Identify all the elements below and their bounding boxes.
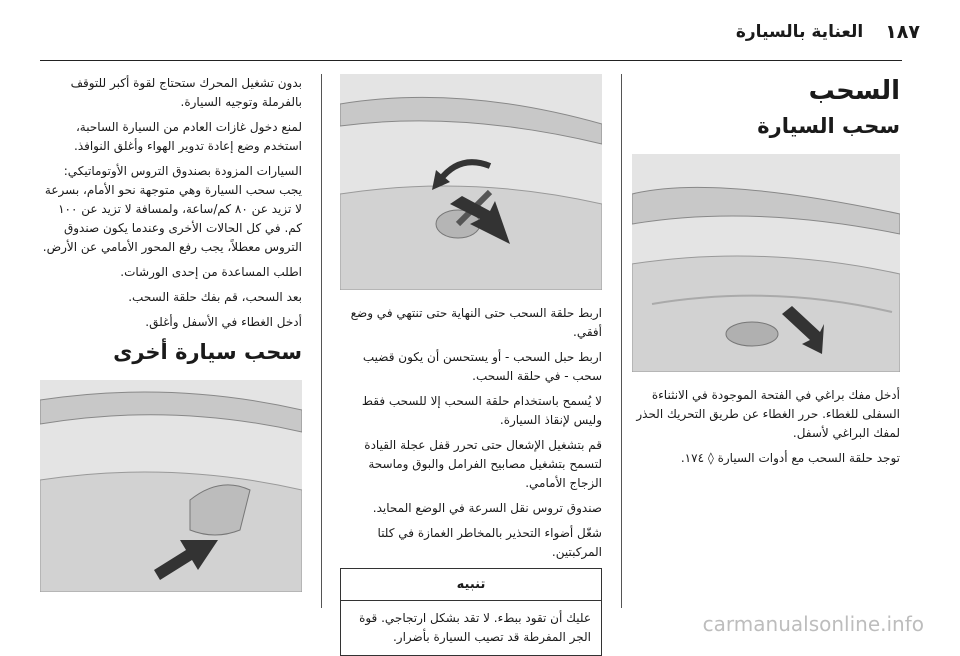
paragraph: اربط حلقة السحب حتى النهاية حتى تنتهي في وضع أفقي. — [350, 306, 602, 339]
watermark: carmanualsonline.info — [702, 612, 924, 636]
column-divider-left — [321, 74, 322, 608]
left-column — [40, 74, 302, 592]
header-rule — [40, 60, 902, 61]
caution-body: عليك أن تقود ببطء. لا تقد بشكل ارتجاجي. قوة الجر المفرطة قد تصيب السيارة بأضرار. — [359, 611, 591, 644]
subsection-title-towing-vehicle: سحب السيارة — [757, 114, 900, 138]
page-header — [40, 12, 920, 52]
rotate-arrow-icon — [440, 162, 490, 180]
subsection-title-towing-other-vehicle: سحب سيارة أخرى — [113, 340, 302, 364]
paragraph: بعد السحب، قم بفك حلقة السحب. — [128, 290, 302, 304]
paragraph: اربط حبل السحب - أو يستحسن أن يكون قضيب سحب - في حلقة السحب. — [362, 350, 602, 383]
tow-eye-drawing — [340, 74, 602, 290]
paragraph: شغّل أضواء التحذير بالمخاطر الغمازة في كلتا المركبتين. — [377, 526, 602, 559]
bumper-cover-illustration — [632, 154, 900, 372]
paragraph: السيارات المزودة بصندوق التروس الأوتوماتيكي: يجب سحب السيارة وهي متوجهة نحو الأمام، بسرعة لا تزيد عن ٨٠ كم/ساعة، ولمسافة لا تزيد عن ١٠٠ كم. في كل الحالات الأخرى وعندما يكون صندوق التروس معطلاً، يجب رفع المحور الأمامي عن الأرض. — [42, 164, 302, 254]
page-number: ١٨٧ — [885, 21, 920, 43]
paragraph: بدون تشغيل المحرك ستحتاج لقوة أكبر للتوقف بالفرملة وتوجيه السيارة. — [70, 76, 302, 109]
section-title: السحب — [808, 76, 900, 106]
right-column — [632, 74, 900, 474]
paragraph: أدخل مفك براغي في الفتحة الموجودة في الانثناءة السفلى للغطاء. حرر الغطاء عن طريق التحريك الحذر لمفك البراغي لأسفل. — [636, 388, 900, 440]
paragraph: أدخل الغطاء في الأسفل وأغلق. — [145, 315, 302, 329]
tow-eye-illustration — [340, 74, 602, 290]
paragraph: لا يُسمح باستخدام حلقة السحب إلا للسحب فقط وليس لإنقاذ السيارة. — [361, 394, 602, 427]
caution-box — [340, 568, 602, 656]
paragraph: اطلب المساعدة من إحدى الورشات. — [120, 265, 302, 279]
paragraph: لمنع دخول غازات العادم من السيارة الساحبة، استخدم وضع إعادة تدوير الهواء وأغلق النوافذ. — [74, 120, 302, 153]
paragraph: صندوق تروس نقل السرعة في الوضع المحايد. — [372, 501, 602, 515]
bumper-cover-drawing — [632, 154, 900, 372]
page-title: العناية بالسيارة — [735, 22, 864, 42]
caution-title: تنبيه — [341, 569, 601, 601]
paragraph: توجد حلقة السحب مع أدوات السيارة ◊ ١٧٤. — [680, 451, 900, 465]
column-divider-right — [621, 74, 622, 608]
paragraph: قم بتشغيل الإشعال حتى تحرر قفل عجلة القيادة لتسمح بتشغيل مصابيح الفرامل والبوق وماسحة الزجاج الأمامي. — [364, 438, 602, 490]
middle-column — [340, 74, 602, 656]
rear-bumper-illustration — [40, 380, 302, 592]
rear-bumper-drawing — [40, 380, 302, 592]
